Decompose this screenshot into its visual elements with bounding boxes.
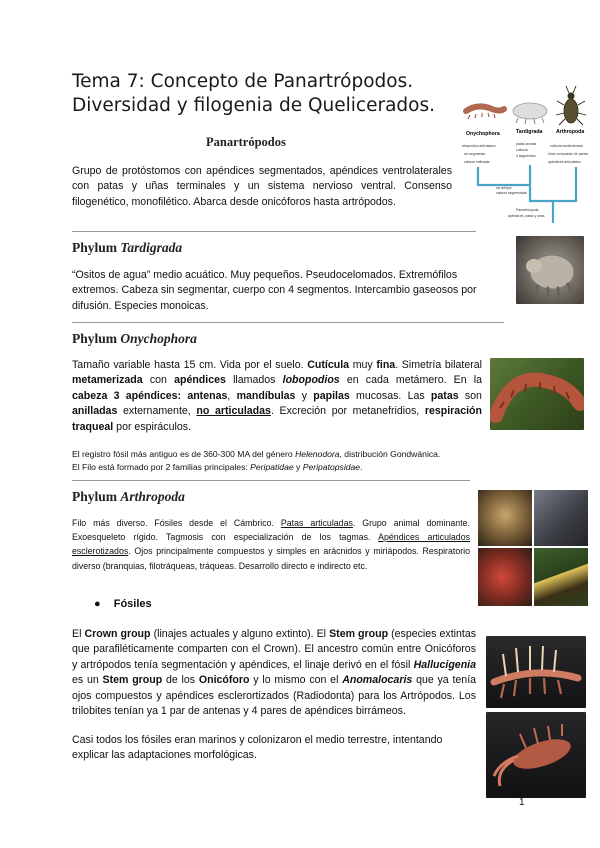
arthropoda-heading-name: Arthropoda	[120, 489, 185, 504]
note1-line3: cabeza unificada	[464, 160, 490, 164]
title-line-1: Tema 7: Concepto de Panartrópodos.	[72, 71, 414, 92]
note2-line3: 4 segmentos	[516, 154, 536, 158]
fosiles-text: El Crown group (linajes actuales y alguno extinto). El Stem group (especies extintas que parafiléticamente comparten con el Crown). El ancestro común entre Onicóforos y artrópodos tenía segmentación y apéndices, el linaje derivó en el fósil Hallucigenia es un Stem group de los Onicóforo y lo mismo con el Anomalocaris que ya tenía ojos compuestos y apéndices esclerortizados (Radiodonta) para los Artrópodos. Los trilobites tenían ya 1 par de antenas y 4 pares de apéndices birrámeos.	[72, 628, 477, 718]
fosiles-heading-label: Fósiles	[113, 598, 152, 610]
tree-label-onychophora: Onychophora	[466, 131, 500, 137]
tardigrada-heading	[72, 240, 182, 256]
onychophora-photo	[490, 358, 584, 430]
note2-line1: patas anchas	[516, 142, 537, 146]
note3-line3: apéndices articulados	[548, 160, 581, 164]
title-line-2: Diversidad y filogenia de Quelicerados.	[72, 95, 435, 116]
anomalocaris-shape	[486, 712, 586, 798]
fosiles-heading	[94, 598, 152, 610]
divider-2	[72, 322, 504, 323]
arthropoda-drawing	[556, 86, 586, 125]
page-title	[72, 70, 435, 118]
arthropod-photo-2	[534, 490, 588, 546]
arthropod-photo-4	[534, 548, 588, 606]
tardigrada-heading-prefix: Phylum	[72, 240, 118, 255]
bold-cuticula: Cutícula	[307, 359, 350, 371]
note3-line2: tórax compuesto de partes	[548, 152, 589, 156]
phylogeny-figure	[458, 85, 594, 227]
arthropoda-photo-collage	[478, 490, 588, 606]
tree-label-tardigrada: Tardigrada	[516, 129, 543, 135]
base1-line1: sin artejos	[496, 186, 512, 190]
divider-1	[72, 231, 476, 232]
hallucigenia-photo	[486, 636, 586, 708]
tardigrade-shape	[516, 236, 584, 304]
velvet-worm-shape	[490, 358, 584, 430]
onychophora-note-1: El registro fósil más antiguo es de 360-300 MA del género Helenodora, distribución Gondwánica.	[72, 449, 441, 459]
tardigrada-text: “Ositos de agua” medio acuático. Muy pequeños. Pseudocelomados. Extremófilos extremos. Cabeza sin segmentar, cuerpo con 4 segmentos. Intercambio gaseosos por difusión. Especies monoicas.	[72, 269, 477, 312]
divider-3	[72, 480, 470, 481]
onychophora-text: Tamaño variable hasta 15 cm. Vida por el suelo. Cutícula muy fina. Simetría bilateral metamerizada con apéndices llamados lobopodios en cada metámero. En la cabeza 3 apéndices: antenas, mandíbulas y papilas mucosas. Las patas son anilladas externamente, no articuladas. Excreción por metanefridios, respiración traqueal por espiráculos.	[72, 359, 483, 433]
arthropoda-heading-prefix: Phylum	[72, 489, 118, 504]
page-number: 1	[519, 797, 525, 808]
arthropoda-heading	[72, 489, 185, 505]
note2-line2: cutícula	[516, 148, 528, 152]
note1-line1: lobopodios articulados	[462, 144, 496, 148]
tardigrada-heading-name: Tardigrada	[120, 240, 183, 255]
onychophora-heading-prefix: Phylum	[72, 331, 118, 346]
base1-line2: cabeza segmentada	[496, 191, 527, 195]
arthropoda-text: Filo más diverso. Fósiles desde el Cámbrico. Patas articuladas. Grupo animal dominante. Exoesqueleto rígido. Tagmosis con especialización de los tagmas. Apéndices articulados esclerotizados. Ojos principalmente compuestos y simples en arácnidos y miriápodos. Respiratorio diverso (branquias, filotráqueas, tráqueas. Desarrollo directo e indirecto etc.	[72, 518, 470, 571]
note3-line1: cutícula esclerotizada	[550, 144, 583, 148]
fosiles-text-2: Casi todos los fósiles eran marinos y colonizaron el medio terrestre, intentando explicar las adaptaciones morfológicas.	[72, 734, 443, 762]
note1-line2: sin segmentar	[464, 152, 486, 156]
onychophora-note-2: El Filo está formado por 2 familias principales: Peripatidae y Peripatopsidae.	[72, 462, 363, 472]
onychophora-heading	[72, 331, 197, 347]
tree-label-arthropoda: Arthropoda	[556, 129, 585, 135]
phylogeny-tree-graphic	[458, 85, 594, 227]
onychophora-drawing	[466, 106, 504, 119]
panartropodos-heading: Panartrópodos	[206, 135, 286, 149]
panartropodos-text: Grupo de protóstomos con apéndices segmentados, apéndices ventrolaterales con patas y uñas terminales y un sistema nervioso ventral. Consenso filogenético, monofilético. Abarca desde onicóforos hasta artrópodos.	[72, 165, 452, 208]
base2-line1: Panarthropoda	[516, 208, 539, 212]
tardigrade-photo	[516, 236, 584, 304]
bullet-icon: ●	[94, 598, 101, 610]
arthropod-photo-1	[478, 490, 532, 546]
anomalocaris-photo	[486, 712, 586, 798]
base2-line2: apéndices, patas y uñas	[508, 214, 545, 218]
arthropod-photo-3	[478, 548, 532, 606]
hallucigenia-shape	[486, 636, 586, 708]
onychophora-heading-name: Onychophora	[120, 331, 197, 346]
tardigrada-drawing	[513, 103, 547, 124]
